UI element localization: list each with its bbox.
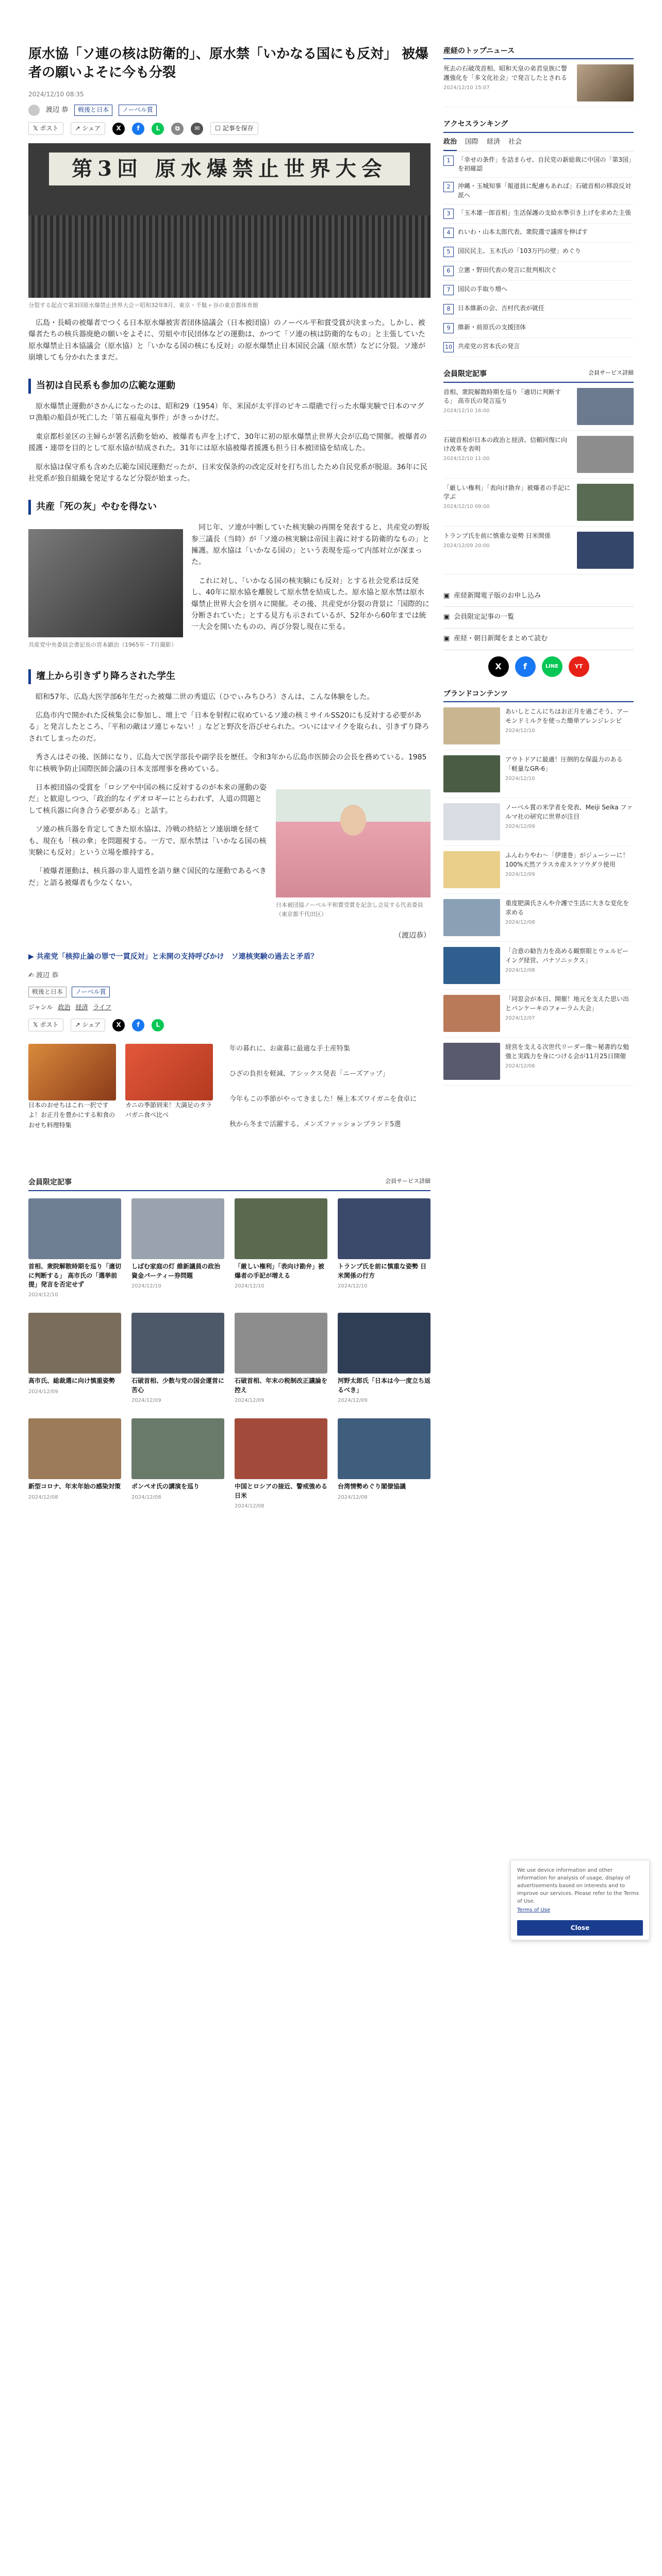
- brand-item-text: 経営を支える次世代リーダー像～秘書的な勉強と実践力を身につける会が11月25日開催: [505, 1043, 630, 1060]
- brand-item[interactable]: [443, 942, 634, 990]
- bottom-tag[interactable]: ノーベル賞: [72, 987, 110, 997]
- save-label: 記事を保存: [222, 124, 254, 132]
- ranking-item-text: 日本維新の会、吉村代表が就任: [458, 304, 545, 312]
- author-avatar: [28, 105, 40, 116]
- brand-item-image: [443, 851, 500, 888]
- ad-image: [28, 1044, 116, 1100]
- today-item[interactable]: [443, 59, 634, 107]
- category-tag-2[interactable]: ノーベル賞: [119, 105, 157, 115]
- rank-number: 9: [443, 323, 454, 333]
- genre-tag[interactable]: 政治: [58, 1003, 71, 1011]
- brand-item[interactable]: [443, 1038, 634, 1086]
- facebook-icon[interactable]: f: [515, 656, 536, 677]
- ranking-item-text: 「玉木雄一郎首相」生活保護の支給水準引き上げを求めた主張: [458, 209, 632, 217]
- feature-card-text: 新型コロナ、年末年始の感染対策: [28, 1483, 121, 1490]
- editor-picks-title-text: 会員限定記事: [443, 370, 487, 379]
- hero-banner-text: 第3回 原水爆禁止世界大会: [49, 152, 410, 185]
- category-tag-1[interactable]: 戦後と日本: [74, 105, 112, 115]
- today-item-text: 死去の石破茂首相、昭和天皇の弟君皇族に警護強化を「多文化社会」で発言したとされる: [443, 65, 568, 81]
- cookie-banner: [510, 1860, 650, 1940]
- post-button[interactable]: 𝕏 ポスト: [28, 1019, 63, 1031]
- feature-card-text: 石破首相、年末の税制改正議論を控え: [235, 1377, 328, 1394]
- hero-image: [28, 143, 431, 298]
- feature-card[interactable]: [28, 1418, 121, 1511]
- brand-item-date: 2024/12/09: [505, 872, 535, 878]
- related-link-text: 共産党「核抑止論の罪で一貫反対」と未開の支持呼びかけ ソ連核実験の過去と矛盾？: [36, 952, 318, 961]
- ranking-item[interactable]: [443, 300, 634, 319]
- feature-card[interactable]: [131, 1198, 224, 1299]
- byline-author[interactable]: 渡辺 恭: [36, 971, 59, 979]
- ranking-item-text: 国民の手取り増へ: [458, 285, 508, 293]
- feature-card-image: [131, 1198, 224, 1259]
- editor-pick-image: [577, 532, 634, 569]
- share-row: [28, 122, 431, 135]
- feature-card-image: [131, 1418, 224, 1479]
- brand-title: [443, 688, 634, 702]
- rank-number: 5: [443, 247, 454, 257]
- feature-card-image: [28, 1313, 121, 1374]
- menu-link[interactable]: ▣ 産経新聞電子版のお申し込み: [443, 586, 634, 607]
- ad-card[interactable]: [125, 1044, 213, 1130]
- section3-paragraph: 秀さんはその後、医師になり、広島大で医学部長や副学長を歴任。令和3年から広島市医師会の会長を務めている。1985年に核戦争防止国際医師会議の日本支部理事を務めている。: [28, 753, 427, 773]
- ranking-title: [443, 118, 634, 132]
- brand-item-image: [443, 947, 500, 984]
- today-title-text: 産経のトップニュース: [443, 47, 515, 55]
- brand-item-text: 「同窓会が本日、開催！地元を支えた思い出とパンケーキのフォーラム大会」: [505, 995, 630, 1012]
- section3-photo-caption: 日本被団協ノーベル平和賞受賞を記念し会見する代表委員（東京都千代田区）: [276, 901, 423, 918]
- ranking-item-text: 「幸せの条件」を詰まらせ、自民党の新総裁に中国の「第3国」を初確認: [458, 156, 632, 172]
- section1-paragraph: 東京都杉並区の主婦らが署名活動を始め、被爆者も声を上げて、30年に初の原水爆禁止世界大会が広島で開催。被爆者の援護・連帯を目的として原水協が結成された。31年には原水協被爆者援護も担う日本被団協を結成した。: [28, 432, 427, 453]
- x-icon[interactable]: X: [112, 123, 125, 135]
- brand-item-text: ふんわりやわ〜「伊達巻」がジューシーに！100%天然アラスカ産スケソウダラ使用: [505, 852, 629, 868]
- editor-pick-date: 2024/12/10 16:00: [443, 408, 490, 414]
- youtube-icon[interactable]: YT: [569, 656, 589, 677]
- editor-pick-item[interactable]: [443, 431, 634, 479]
- feature-card-date: 2024/12/08: [131, 1494, 161, 1500]
- feature-card-text: 中国とロシアの接近、警戒強める日米: [235, 1483, 328, 1499]
- article-column: [28, 0, 431, 1511]
- terms-link[interactable]: Terms of Use: [517, 1907, 551, 1913]
- genre-tag[interactable]: ライフ: [93, 1003, 111, 1011]
- section2-figure: [28, 529, 183, 650]
- share-label: シェア: [82, 1021, 101, 1029]
- post-label: ポスト: [40, 1021, 59, 1029]
- brand-item-date: 2024/12/09: [505, 824, 535, 830]
- rank-number: 7: [443, 285, 454, 295]
- brand-item-date: 2024/12/08: [505, 968, 535, 974]
- editor-pick-text: 石破首相が日本の政治と経済、信頼回復に向け改革を表明: [443, 436, 568, 452]
- editor-pick-image: [577, 388, 634, 425]
- brand-item-date: 2024/12/10: [505, 728, 535, 734]
- x-icon[interactable]: X: [112, 1019, 125, 1031]
- author-row: [28, 105, 431, 116]
- brand-item-text: ノーベル賞の米学者を発表、Meiji Seika ファルマ社の研究に世界が注目: [505, 804, 633, 820]
- facebook-icon[interactable]: f: [132, 123, 144, 135]
- editor-pick-date: 2024/12/09 20:00: [443, 543, 490, 549]
- x-icon[interactable]: X: [488, 656, 509, 677]
- feature-card-text: 高市氏、総裁選に向け慎重姿勢: [28, 1377, 115, 1385]
- brand-item[interactable]: [443, 702, 634, 750]
- line-icon[interactable]: L: [152, 123, 164, 135]
- feature-card-image: [235, 1418, 327, 1479]
- hero-crowd: [28, 215, 431, 298]
- ranking-item-text: 維新・前原氏の支援団体: [458, 324, 526, 331]
- section3-paragraph: 「被爆者運動は、核兵器の非人道性を語り継ぐ国民的な運動であるべきだ」と語る被爆者も少なくない。: [28, 867, 267, 887]
- byline: ✍ 渡辺 恭: [28, 971, 59, 979]
- feature-card-image: [235, 1313, 327, 1374]
- section3-paragraph: 広島市内で開かれた反核集会に参加し、壇上で「日本を射程に収めているソ連の核ミサイルSS20にも反対する必要がある」と発言したところ、「平和の敵はソ連じゃない！」などと野次を浴びせられた。ついにはマイクを取られ、引きずり降ろされてしまったのだ。: [28, 711, 429, 743]
- feature-card-text: 台湾情勢めぐり閣僚協議: [338, 1483, 406, 1490]
- brand-item-image: [443, 707, 500, 744]
- rank-number: 1: [443, 156, 454, 166]
- feature-card-image: [28, 1198, 121, 1259]
- section1-heading: 当初は自民系も参加の広範な運動: [28, 379, 431, 394]
- ad-label: カニの季節到来！大満足のタラバガニ食べ比べ: [125, 1101, 212, 1119]
- rank-number: 2: [443, 182, 454, 192]
- editor-pick-date: 2024/12/10 11:00: [443, 456, 490, 462]
- feature-card-text: 「厳しい権利」「表向け勘弁」被爆者の手記が増える: [235, 1263, 325, 1279]
- line-icon[interactable]: LINE: [542, 656, 562, 677]
- share-button[interactable]: ↗ シェア: [71, 1019, 106, 1031]
- feature-card-date: 2024/12/09: [235, 1398, 264, 1404]
- today-item-date: 2024/12/10 15:07: [443, 85, 490, 91]
- brand-item-date: 2024/12/06: [505, 1063, 535, 1070]
- section1-paragraph: 原水爆禁止運動がさかんになったのは、昭和29（1954）年、米国が太平洋のビキニ環礁で行った水爆実験で日本のマグロ漁船の船員が死亡した「第五福竜丸事件」がきっかけだ。: [28, 402, 424, 422]
- feature-card[interactable]: [28, 1198, 121, 1299]
- brand-item-text: アウトドアに最適！圧倒的な保温力のある「軽量なGR-6」: [505, 756, 623, 772]
- feature-card[interactable]: [131, 1313, 224, 1405]
- post-label: ポスト: [40, 124, 59, 132]
- lead-paragraph: 広島・長崎の被爆者でつくる日本原水爆被害者団体協議会（日本被団協）のノーベル平和賞受賞が決まった。しかし、被爆者たちの核兵器廃絶の願いをよそに、労組や市民団体などの運動は、かつて「ソ連の核は防衛的なもの」と主張していた原水爆禁止日本協議会（原水協）と「いかなる国の核にも反対」の原水爆禁止日本国民会議（原水禁）などに分裂。ソ連が崩壊しても分かれたままだ。: [28, 318, 425, 362]
- feature-title-text: 会員限定記事: [28, 1178, 72, 1187]
- feature-card-text: トランプ氏を前に慎重な姿勢 日米関係の行方: [338, 1263, 427, 1279]
- brand-box: [443, 688, 634, 1086]
- feature-card-image: [338, 1418, 431, 1479]
- ad-cards: [28, 1044, 431, 1130]
- feature-card-text: 首相、衆院解散時期を巡り「適切に判断する」 高市氏の「選挙前提」発言を否定せず: [28, 1263, 122, 1289]
- feature-card-date: 2024/12/10: [235, 1283, 264, 1290]
- feature-card-image: [338, 1198, 431, 1259]
- editor-pick-image: [577, 484, 634, 521]
- menu-link[interactable]: ▣ 産経・朝日新聞をまとめて読む: [443, 629, 634, 650]
- brand-item-date: 2024/12/08: [505, 920, 535, 926]
- section2-paragraph: これに対し、「いかなる国の核実験にも反対」とする社会党系は反発し、40年に原水協を離脱して原水禁を結成した。原水協と原水禁は原水爆禁止世界大会を別々に開催。その後、共産党が分裂の背景に「国際的に分断されていた」とする見方も示されているが、52年から60年までは統一大会を開いたものの、再び分裂し現在に至る。: [191, 577, 429, 632]
- copy-link-icon[interactable]: ⧉: [171, 123, 184, 135]
- ranking-item-text: 沖縄・玉城知事「報道員に配慮もあれば」石破首相の移設反対派へ: [458, 182, 632, 199]
- brand-item[interactable]: [443, 846, 634, 894]
- sidebar: [443, 0, 634, 1086]
- editor-pick-text: 「厳しい権利」「表向け勘弁」被爆者の手記に学ぶ: [443, 484, 571, 500]
- feature-card-date: 2024/12/09: [338, 1398, 368, 1404]
- editor-picks-title: [443, 368, 634, 382]
- feature-card-date: 2024/12/08: [28, 1494, 58, 1500]
- ranking-item[interactable]: [443, 338, 634, 357]
- menu-link[interactable]: ▣ 会員限定記事の一覧: [443, 607, 634, 629]
- ad-text-link[interactable]: 秋から冬まで活躍する、メンズファッションブランド5選: [229, 1120, 401, 1128]
- save-article-button[interactable]: ☐ 記事を保存: [210, 122, 258, 135]
- ad-card[interactable]: [28, 1044, 116, 1130]
- ranking-item[interactable]: [443, 224, 634, 243]
- brand-item[interactable]: [443, 990, 634, 1038]
- editor-pick-item[interactable]: [443, 383, 634, 431]
- brand-item-text: あいしとこんにちはお正月を過ごそう、アーモンドミルクを使った簡単アレンジレシピ: [505, 708, 629, 724]
- share-button[interactable]: ↗ シェア: [71, 122, 106, 135]
- feature-card-text: 河野太郎氏「日本は今一度立ち返るべき」: [338, 1377, 431, 1394]
- ranking-tabs: [443, 135, 634, 151]
- ranking-item[interactable]: [443, 151, 634, 178]
- section2-heading: 共産「死の灰」やむを得ない: [28, 500, 431, 515]
- genre-label: ジャンル: [28, 1003, 53, 1011]
- brand-item-image: [443, 899, 500, 936]
- feature-card[interactable]: [28, 1313, 121, 1405]
- editor-pick-item[interactable]: [443, 527, 634, 574]
- section3-paragraph: ソ連の核兵器を肯定してきた原水協は、冷戦の終結とソ連崩壊を経ても、現在も「核の傘」を問題視する。一方で、原水禁は「いかなる国の核実験にも反対」という立場を維持する。: [28, 825, 267, 857]
- section1-paragraph: 原水協は保守系も含めた広範な国民運動だったが、日米安保条約の改定反対を打ち出したため自民党系が脱退。36年に民社党系が独自組織を発足するなど分裂が始まった。: [28, 463, 427, 483]
- genre-tags: [28, 1003, 431, 1012]
- ranking-tab[interactable]: 国際: [465, 138, 479, 146]
- today-item-image: [577, 64, 634, 101]
- genre-tag[interactable]: 経済: [75, 1003, 88, 1011]
- feature-more-link[interactable]: 会員サービス詳細: [385, 1177, 431, 1184]
- ranking-item-text: 立憲・野田代表の発言に批判相次ぐ: [458, 266, 557, 274]
- rank-number: 3: [443, 209, 454, 219]
- feature-card-date: 2024/12/10: [131, 1283, 161, 1290]
- feature-card[interactable]: [131, 1418, 224, 1511]
- feature-card-image: [131, 1313, 224, 1374]
- section3-figure: [276, 789, 431, 919]
- editor-pick-image: [577, 436, 634, 473]
- ranking-item[interactable]: [443, 281, 634, 300]
- menu-link-text: 産経新聞電子版のお申し込み: [454, 591, 541, 600]
- today-title: [443, 45, 634, 59]
- feature-section: [28, 1177, 431, 1511]
- ranking-item[interactable]: [443, 205, 634, 224]
- feature-card[interactable]: [338, 1418, 431, 1511]
- reporter-signoff: （渡辺恭）: [394, 931, 431, 940]
- feature-card-date: 2024/12/08: [338, 1494, 368, 1500]
- ranking-item[interactable]: [443, 243, 634, 262]
- rank-number: 6: [443, 266, 454, 276]
- feature-card[interactable]: [235, 1418, 327, 1511]
- sns-row: [443, 656, 634, 677]
- article-title: 原水協「ソ連の核は防衛的」、原水禁「いかなる国にも反対」 被爆者の願いよそに今も分裂: [28, 46, 429, 80]
- rank-number: 4: [443, 228, 454, 238]
- brand-item-text: 「合意の勧告力を高める観察眼とウェルビーイング経営、パナソニックス」: [505, 947, 629, 964]
- menu-link-text: 産経・朝日新聞をまとめて読む: [454, 635, 548, 643]
- ranking-item-text: 国民民主、玉木氏の「103万円の壁」めぐり: [458, 247, 581, 255]
- feature-card[interactable]: [338, 1198, 431, 1299]
- feature-card[interactable]: [338, 1313, 431, 1405]
- editor-picks-box: [443, 368, 634, 574]
- brand-item-date: 2024/12/10: [505, 776, 535, 782]
- brand-title-text: ブランドコンテンツ: [443, 689, 508, 698]
- ranking-item[interactable]: [443, 178, 634, 205]
- facebook-icon[interactable]: f: [132, 1019, 144, 1031]
- today-box: [443, 45, 634, 107]
- ranking-tab[interactable]: 政治: [443, 135, 457, 151]
- feature-card-image: [338, 1313, 431, 1374]
- section3-photo: [276, 789, 431, 897]
- feature-card[interactable]: [235, 1198, 327, 1299]
- share-row-bottom: [28, 1019, 431, 1031]
- feature-card-date: 2024/12/10: [28, 1292, 58, 1298]
- section3-paragraph: 日本被団協の受賞を「ロシアや中国の核に反対するのが本来の運動の姿だ」と歓迎しつつ、「政治的なイデオロギーにとらわれず、人道の問題として核兵器に向き合う必要がある」と話す。: [28, 783, 267, 815]
- section2-photo-caption: 共産党中央委員会書記長の宮本顕治（1965年・7月撮影）: [28, 641, 177, 649]
- bottom-tag[interactable]: 戦後と日本: [28, 987, 67, 997]
- ranking-tab[interactable]: 経済: [487, 138, 501, 146]
- menu-links: [443, 586, 634, 650]
- ad-text-list: [229, 1044, 446, 1144]
- feature-card-text: しばむ家庭の灯 維新議員の政治資金パーティー券問題: [131, 1263, 221, 1279]
- mail-icon[interactable]: ✉: [191, 123, 203, 135]
- editor-pick-item[interactable]: [443, 479, 634, 527]
- editor-picks-more[interactable]: 会員サービス詳細: [588, 369, 634, 377]
- brand-item-date: 2024/12/07: [505, 1015, 535, 1022]
- post-button[interactable]: 𝕏 ポスト: [28, 122, 63, 135]
- article-date: 2024/12/10 08:35: [28, 90, 84, 98]
- rank-number: 10: [443, 342, 454, 352]
- feature-section-title: [28, 1177, 431, 1191]
- cookie-close-button[interactable]: Close: [517, 1920, 643, 1936]
- article-meta: [28, 90, 431, 99]
- ranking-item[interactable]: [443, 262, 634, 281]
- brand-item-image: [443, 1043, 500, 1080]
- brand-item[interactable]: [443, 750, 634, 798]
- ad-label: 日本のおせちはこれ一択ですよ！お正月を豊かにする和食のおせち料理特集: [28, 1101, 115, 1129]
- ad-text-link[interactable]: ひざの負担を軽減、アシックス発表「ニーズアップ」: [229, 1070, 389, 1078]
- feature-card-text: 石破首相、少数与党の国会運営に苦心: [131, 1377, 225, 1394]
- feature-card[interactable]: [235, 1313, 327, 1405]
- feature-card-date: 2024/12/10: [338, 1283, 368, 1290]
- rank-number: 8: [443, 304, 454, 314]
- feature-card-date: 2024/12/08: [235, 1503, 264, 1509]
- ranking-title-text: アクセスランキング: [443, 120, 508, 129]
- section2-paragraph: 同じ年、ソ連が中断していた核実験の再開を発表すると、共産党の野坂参三議長（当時）が「ソ連の核実験は帝国主義に対する防衛的なもの」と擁護。原水協は「いかなる国の」という表現を巡って内部対立が深まった。: [191, 523, 429, 567]
- section3-paragraph: 昭和57年、広島大医学部6年生だった被爆二世の秀道広（ひでぃみちひろ）さんは、こんな体験をした。: [36, 692, 374, 701]
- share-label: シェア: [82, 124, 101, 132]
- editor-pick-text: トランプ氏を前に慎重な姿勢 日米関係: [443, 532, 551, 539]
- section2-photo: [28, 529, 183, 637]
- ranking-item-text: 共産党の宮本氏の発言: [458, 343, 520, 350]
- feature-card-date: 2024/12/09: [131, 1398, 161, 1404]
- brand-item[interactable]: [443, 894, 634, 942]
- line-icon[interactable]: L: [152, 1019, 164, 1031]
- feature-card-image: [235, 1198, 327, 1259]
- bottom-tags: [28, 987, 431, 997]
- ranking-tab[interactable]: 社会: [508, 138, 522, 146]
- feature-grid: [28, 1198, 431, 1511]
- section3-heading: 壇上から引きずり降ろされた学生: [28, 669, 431, 684]
- feature-card-text: ポンペオ氏の講演を巡り: [131, 1483, 200, 1490]
- brand-item-image: [443, 755, 500, 792]
- feature-card-image: [28, 1418, 121, 1479]
- related-article-link[interactable]: ▶ 共産党「核抑止論の罪で一貫反対」と未開の支持呼びかけ ソ連核実験の過去と矛盾？: [28, 952, 318, 961]
- author-name[interactable]: 渡辺 恭: [46, 106, 69, 114]
- brand-item-image: [443, 803, 500, 840]
- feature-card-date: 2024/12/09: [28, 1388, 58, 1395]
- ad-text-link[interactable]: 今年もこの季節がやってきました！極上本ズワイガニを食卓に: [229, 1095, 417, 1103]
- editor-pick-date: 2024/12/10 09:00: [443, 504, 490, 510]
- hero-caption: 分裂する起点で第3回原水爆禁止世界大会＝昭和32年8月、東京・千駄ヶ谷の東京都体育館: [28, 302, 258, 309]
- ad-text-link[interactable]: 年の暮れに、お歳暮に最適な手土産特集: [229, 1045, 351, 1053]
- menu-link-text: 会員限定記事の一覧: [454, 613, 515, 621]
- ranking-box: [443, 118, 634, 357]
- brand-item-image: [443, 995, 500, 1032]
- portrait-face: [340, 805, 366, 836]
- editor-pick-text: 首相、衆院解散時期を巡り「適切に判断する」 高市氏の発言巡り: [443, 388, 561, 404]
- brand-item-text: 重度肥満氏さんや介護で生活に大きな変化を求める: [505, 900, 630, 916]
- brand-item[interactable]: [443, 798, 634, 846]
- ad-image: [125, 1044, 213, 1100]
- ranking-item[interactable]: [443, 319, 634, 338]
- ranking-item-text: れいわ・山本太郎代表、衆院選で議席を伸ばす: [458, 228, 588, 236]
- cookie-text: We use device information and other information for analysis of usage, display of advertisements based on interests and to improve our services. Please refer to the Terms of Use.: [517, 1868, 639, 1904]
